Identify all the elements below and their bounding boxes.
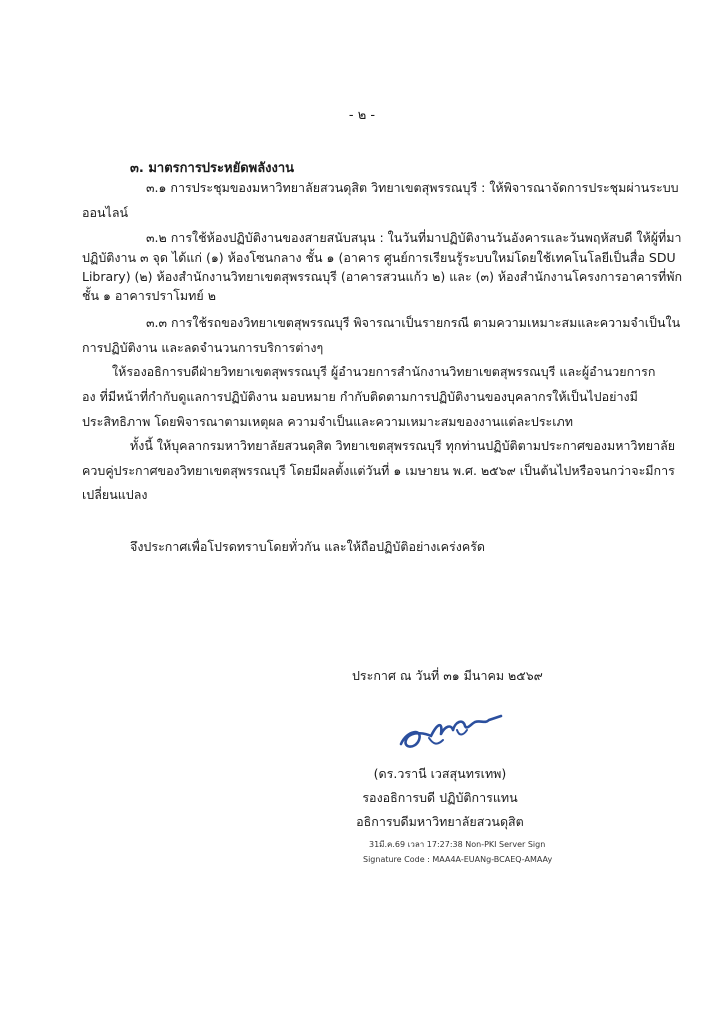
- page-number: - ๒ -: [348, 108, 376, 123]
- signer-title-1: รองอธิการบดี ปฏิบัติการแทน: [362, 790, 518, 805]
- item-3-3-line1: ๓.๓ การใช้รถของวิทยาเขตสุพรรณบุรี พิจารณาเป็นรายกรณี ตามความเหมาะสมและความจำเป็นใน: [146, 315, 681, 330]
- effective-line1: ทั้งนี้ ให้บุคลากรมหาวิทยาลัยสวนดุสิต วิทยาเขตสุพรรณบุรี ทุกท่านปฏิบัติตามประกาศของมหาวิทยาลัย: [130, 438, 676, 453]
- assign-line3: ประสิทธิภาพ โดยพิจารณาตามเหตุผล ความจำเป็นและความเหมาะสมของงานแต่ละประเภท: [82, 414, 574, 429]
- item-3-2-line4: ชั้น ๑ อาคารปราโมทย์ ๒: [82, 288, 216, 303]
- signer-name: (ดร.วรานี เวสสุนทรเทพ): [373, 766, 507, 781]
- item-3-1-line1: ๓.๑ การประชุมของมหาวิทยาลัยสวนดุสิต วิทยาเขตสุพรรณบุรี : ให้พิจารณาจัดการประชุมผ่านระบบ: [146, 180, 679, 195]
- item-3-2-line1: ๓.๒ การใช้ห้องปฏิบัติงานของสายสนับสนุน : ในวันที่มาปฏิบัติงานวันอังคารและวันพฤหัสบดี ให้ผู้ที่มา: [146, 230, 682, 245]
- announce-date: ประกาศ ณ วันที่ ๓๑ มีนาคม ๒๕๖๙: [352, 668, 543, 683]
- signature-code: Signature Code : MAA4A-EUANg-BCAEQ-AMAAy: [363, 855, 553, 864]
- item-3-2-line3: Library) (๒) ห้องสำนักงานวิทยาเขตสุพรรณบุรี (อาคารสวนแก้ว ๒) และ (๓) ห้องสำนักงานโครงการอาคารที่พัก: [82, 269, 683, 284]
- signer-title-2: อธิการบดีมหาวิทยาลัยสวนดุสิต: [356, 814, 524, 829]
- sign-timestamp: 31มี.ค.69 เวลา 17:27:38 Non-PKI Server Sign: [369, 840, 546, 849]
- item-3-1-line2: ออนไลน์: [82, 205, 129, 220]
- effective-line3: เปลี่ยนแปลง: [82, 487, 148, 502]
- item-3-2-line2: ปฏิบัติงาน ๓ จุด ได้แก่ (๑) ห้องโซนกลาง ชั้น ๑ (อาคาร ศูนย์การเรียนรู้ระบบใหม่โดยใช้เทคโนโลยีเป็นสื่อ SDU: [82, 250, 676, 265]
- effective-line2: ควบคู่ประกาศของวิทยาเขตสุพรรณบุรี โดยมีผลตั้งแต่วันที่ ๑ เมษายน พ.ศ. ๒๕๖๙ เป็นต้นไปหรือจนกว่าจะมีการ: [82, 463, 675, 478]
- assign-line2: อง ที่มีหน้าที่กำกับดูแลการปฏิบัติงาน มอบหมาย กำกับติดตามการปฏิบัติงานของบุคลากรให้เป็นไปอย่างมี: [82, 389, 638, 404]
- closing-statement: จึงประกาศเพื่อโปรดทราบโดยทั่วกัน และให้ถือปฏิบัติอย่างเคร่งครัด: [130, 539, 486, 554]
- signature-image: [393, 700, 513, 760]
- item-3-3-line2: การปฏิบัติงาน และลดจำนวนการบริการต่างๆ: [82, 340, 324, 355]
- section-heading: ๓. มาตรการประหยัดพลังงาน: [130, 161, 295, 176]
- assign-line1: ให้รองอธิการบดีฝ่ายวิทยาเขตสุพรรณบุรี ผู้อำนวยการสำนักงานวิทยาเขตสุพรรณบุรี และผู้อำนวยการก: [112, 364, 656, 379]
